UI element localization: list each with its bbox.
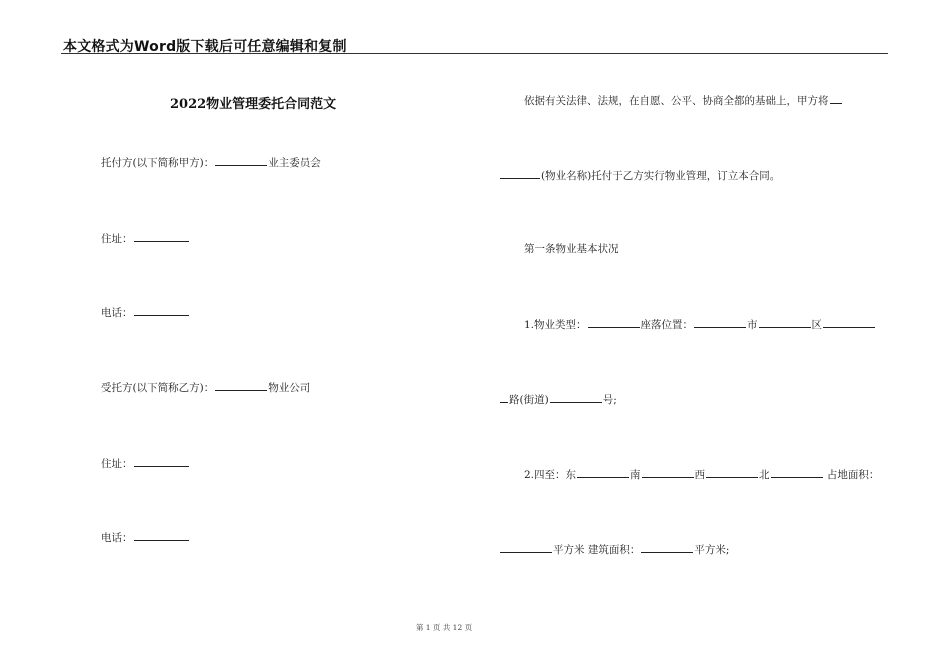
land-area-label: 占地面积： <box>826 469 880 481</box>
boundary-west-label: 西 <box>694 469 706 481</box>
client-address-line <box>101 231 190 246</box>
city-label: 市 <box>747 319 758 331</box>
item-1-line-2 <box>499 392 617 407</box>
east-blank <box>577 467 629 478</box>
client-phone-line <box>101 305 190 320</box>
trustee-suffix: 物业公司 <box>268 382 311 394</box>
intro-text-1: 依据有关法律、法规，在自愿、公平、协商全都的基础上，甲方将 <box>524 95 829 107</box>
trustee-name-blank <box>215 380 267 391</box>
location-label: 座落位置： <box>640 319 694 331</box>
header-divider <box>61 53 888 54</box>
road-label: 路(街道) <box>509 394 549 406</box>
district-label: 区 <box>811 319 823 331</box>
building-area-label: 平方米 建筑面积： <box>553 544 641 556</box>
building-area-blank <box>641 542 693 553</box>
district-blank <box>759 317 811 328</box>
land-area-blank <box>500 542 552 553</box>
trustee-phone-label: 电话： <box>101 532 133 544</box>
boundary-north-label: 北 <box>759 469 770 481</box>
number-blank <box>550 392 602 403</box>
client-phone-label: 电话： <box>101 307 133 319</box>
document-banner: 本文格式为Word版下载后可任意编辑和复制 <box>63 39 347 55</box>
article-1-heading: 第一条物业基本状况 <box>524 243 619 255</box>
city-blank <box>694 317 746 328</box>
south-blank <box>642 467 694 478</box>
trustee-phone-line <box>101 530 190 545</box>
client-label: 托付方(以下简称甲方)： <box>101 157 215 169</box>
intro-line-1 <box>524 93 843 108</box>
west-blank <box>706 467 758 478</box>
client-name-blank <box>215 155 267 166</box>
property-blank-b <box>500 168 540 179</box>
client-address-label: 住址： <box>101 233 133 245</box>
trustee-phone-blank <box>134 530 189 541</box>
item-2-line-1 <box>524 467 879 482</box>
item-2-line-2 <box>499 542 729 557</box>
north-blank <box>771 467 823 478</box>
client-phone-blank <box>134 305 189 316</box>
client-line <box>101 155 321 170</box>
page-number: 第 1 页 共 12 页 <box>415 623 473 632</box>
trustee-line <box>101 380 310 395</box>
road-blank-b <box>500 392 508 403</box>
client-address-blank <box>134 231 189 242</box>
property-type-label: 1.物业类型： <box>524 319 587 331</box>
property-blank-a <box>830 93 842 104</box>
document-title: 2022物业管理委托合同范文 <box>170 97 337 112</box>
item-1-line-1 <box>524 317 876 332</box>
client-suffix: 业主委员会 <box>268 157 321 169</box>
building-area-unit: 平方米; <box>694 544 730 556</box>
trustee-address-blank <box>134 456 189 467</box>
number-label: 号; <box>602 394 617 406</box>
trustee-address-label: 住址： <box>101 458 133 470</box>
trustee-label: 受托方(以下简称乙方)： <box>101 382 215 394</box>
road-blank-a <box>823 317 875 328</box>
intro-text-2: (物业名称)托付于乙方实行物业管理，订立本合同。 <box>541 170 781 182</box>
boundary-south-label: 南 <box>630 469 641 481</box>
boundary-east-label: 2.四至：东 <box>524 469 577 481</box>
property-type-blank <box>588 317 640 328</box>
intro-line-2 <box>499 168 780 183</box>
trustee-address-line <box>101 456 190 471</box>
